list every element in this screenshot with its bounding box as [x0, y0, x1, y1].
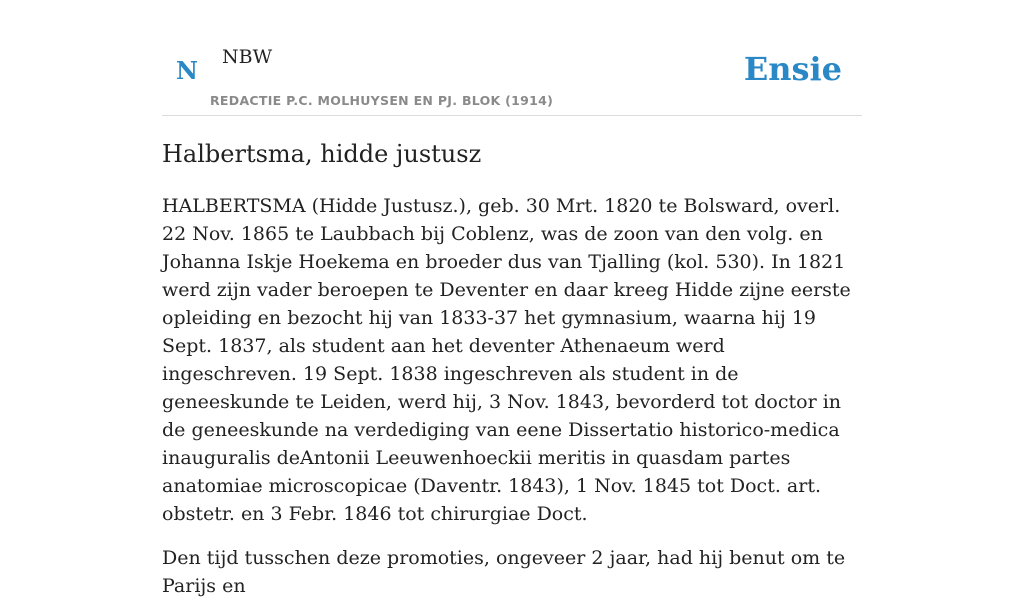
article-paragraph: HALBERTSMA (Hidde Justusz.), geb. 30 Mrt. 1820 te Bolsward, overl. 22 Nov. 1865 te Laubbach bij Coblenz, was de zoon van den volg. en Johanna Iskje Hoekema en broeder dus van Tjalling (kol. 530). In 1821 werd zijn vader beroepen te Deventer en daar kreeg Hidde zijne eerste opleiding en bezocht hij van 1833-37 het gymnasium, waarna hij 19 Sept. 1837, als student aan het deventer Athenaeum werd ingeschreven. 19 Sept. 1838 ingeschreven als student in de geneeskunde te Leiden, werd hij, 3 Nov. 1843, bevorderd tot doctor in de geneeskunde na verdediging van eene Dissertatio historico-medica inauguralis deAntonii Leeuwenhoeckii meritis in quasdam partes anatomiae microscopicae (Daventr. 1843), 1 Nov. 1845 tot Doct. art. obstetr. en 3 Febr. 1846 tot chirurgiae Doct. — [162, 195, 851, 525]
article-title: Halbertsma, hidde justusz — [162, 140, 482, 168]
article-paragraph: Den tijd tusschen deze promoties, ongeveer 2 jaar, had hij benut om te Parijs en — [162, 547, 846, 597]
source-logo[interactable]: N — [176, 56, 198, 85]
article-body — [162, 192, 862, 616]
brand-logo[interactable]: Ensie — [743, 50, 842, 88]
source-name[interactable]: NBW — [222, 46, 273, 68]
source-header — [162, 30, 862, 116]
source-subtitle: REDACTIE P.C. MOLHUYSEN EN PJ. BLOK (1914) — [210, 93, 554, 108]
